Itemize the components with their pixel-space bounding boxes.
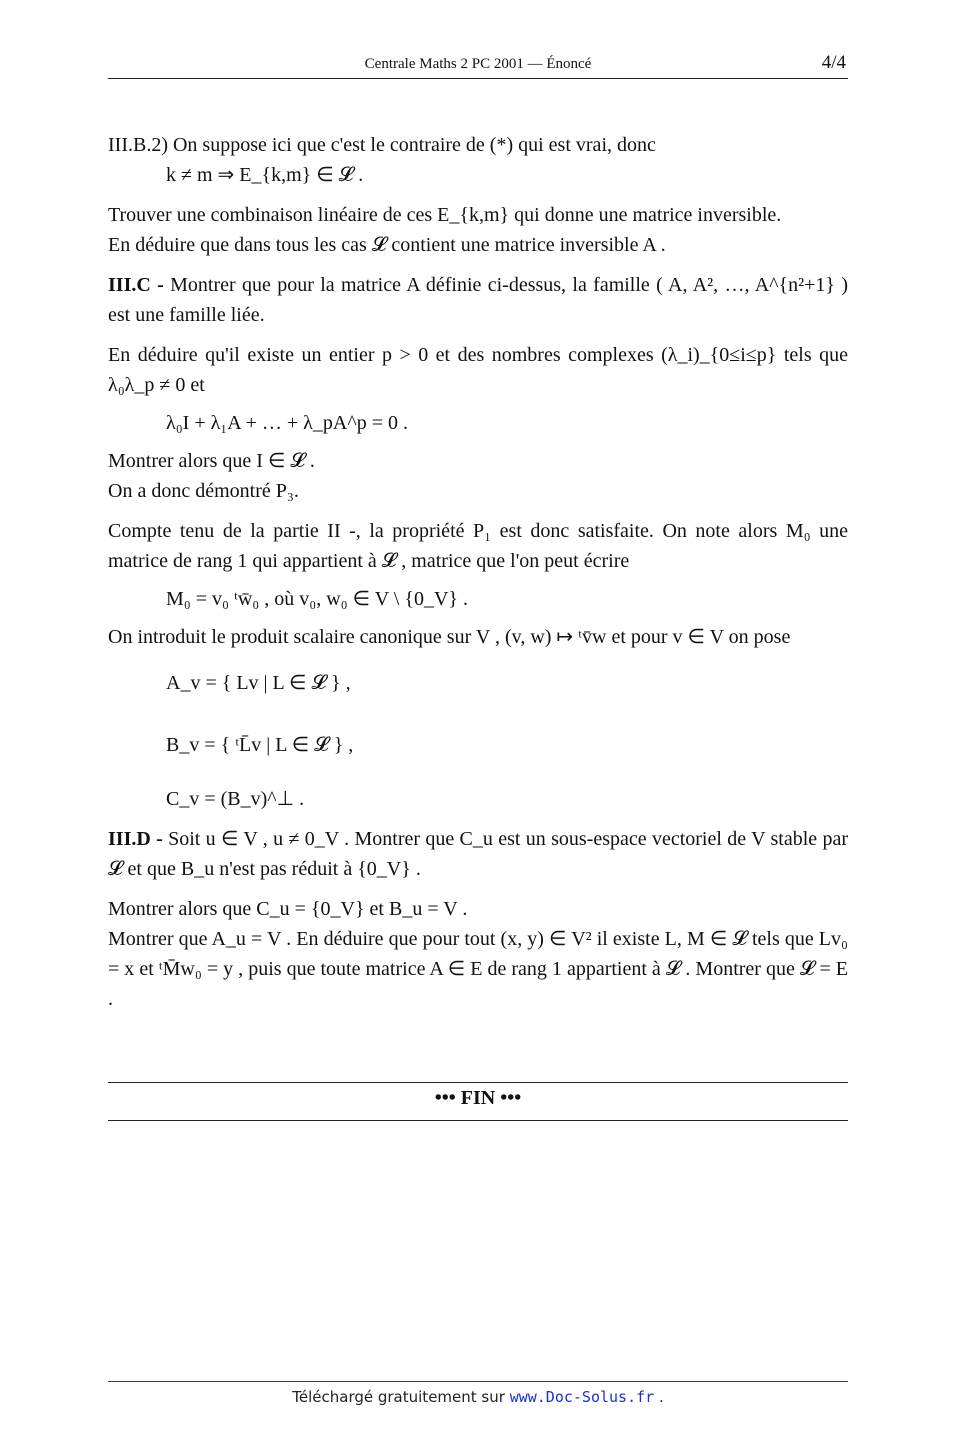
section-c-text: Montrer que pour la matrice A définie ci-dessus, la famille ( A, A², …, A^{n²+1} ) est une famille liée.	[108, 274, 849, 326]
page-header	[108, 52, 848, 79]
section-d-text: Soit u ∈ V , u ≠ 0_V . Montrer que C_u est un sous-espace vectoriel de V stable par 𝓛 et que B_u n'est pas réduit à {0_V} .	[108, 828, 849, 880]
section-d-show1: Montrer alors que C_u = {0_V} et B_u = V .	[108, 898, 468, 920]
section-c-label: III.C -	[108, 274, 164, 296]
divider-bottom	[108, 1120, 848, 1121]
formula-bv: B_v = { ᵗL̄v | L ∈ 𝓛 } ,	[166, 734, 354, 756]
end-marker: ••• FIN •••	[434, 1087, 522, 1109]
section-d-label: III.D -	[108, 828, 163, 850]
section-c	[108, 270, 848, 330]
section-c-conclude: On a donc démontré P₃.	[108, 480, 299, 502]
formula-m0: M₀ = v₀ ᵗw̄₀ , où v₀, w₀ ∈ V \ {0_V} .	[166, 588, 468, 610]
footer-text: Téléchargé gratuitement sur	[292, 1388, 505, 1406]
paragraph-part-ii: Compte tenu de la partie II -, la propriété P₁ est donc satisfaite. On note alors M₀ une matrice de rang 1 qui appartient à 𝓛 , matrice que l'on peut écrire	[108, 520, 848, 572]
section-c-show: Montrer alors que I ∈ 𝓛 .	[108, 450, 315, 472]
formula-b2: k ≠ m ⇒ E_{k,m} ∈ 𝓛 .	[166, 164, 364, 186]
document-title: Centrale Maths 2 PC 2001 — Énoncé	[364, 56, 592, 72]
document-body	[108, 130, 848, 1014]
section-c-deduce: En déduire qu'il existe un entier p > 0 et des nombres complexes (λ_i)_{0≤i≤p} tels que λ₀λ_p ≠ 0 et	[108, 344, 848, 396]
formula-lambda: λ₀I + λ₁A + … + λ_pA^p = 0 .	[166, 412, 408, 434]
paragraph-scalar-product: On introduit le produit scalaire canonique sur V , (v, w) ↦ ᵗv̄w et pour v ∈ V on pose	[108, 626, 791, 648]
page-number: 4/4	[821, 52, 846, 73]
page-footer	[108, 1381, 848, 1406]
formula-cv: C_v = (B_v)^⊥ .	[166, 788, 305, 810]
formula-av: A_v = { Lv | L ∈ 𝓛 } ,	[166, 672, 351, 694]
section-b2-text1: Trouver une combinaison linéaire de ces E_{k,m} qui donne une matrice inversible.	[108, 204, 782, 226]
footer-link[interactable]: www.Doc-Solus.fr	[509, 1388, 655, 1406]
section-d-show2: Montrer que A_u = V . En déduire que pour tout (x, y) ∈ V² il existe L, M ∈ 𝓛 tels que Lv₀ = x et ᵗM̄w₀ = y , puis que toute matrice A ∈ E de rang 1 appartient à 𝓛 . Montrer que 𝓛 = E .	[108, 928, 848, 1010]
section-b2-text2: En déduire que dans tous les cas 𝓛 contient une matrice inversible A .	[108, 234, 666, 256]
section-d	[108, 824, 848, 884]
section-b2-intro: III.B.2) On suppose ici que c'est le contraire de (*) qui est vrai, donc	[108, 134, 656, 156]
footer-end: .	[654, 1388, 664, 1406]
divider-top	[108, 1082, 848, 1083]
